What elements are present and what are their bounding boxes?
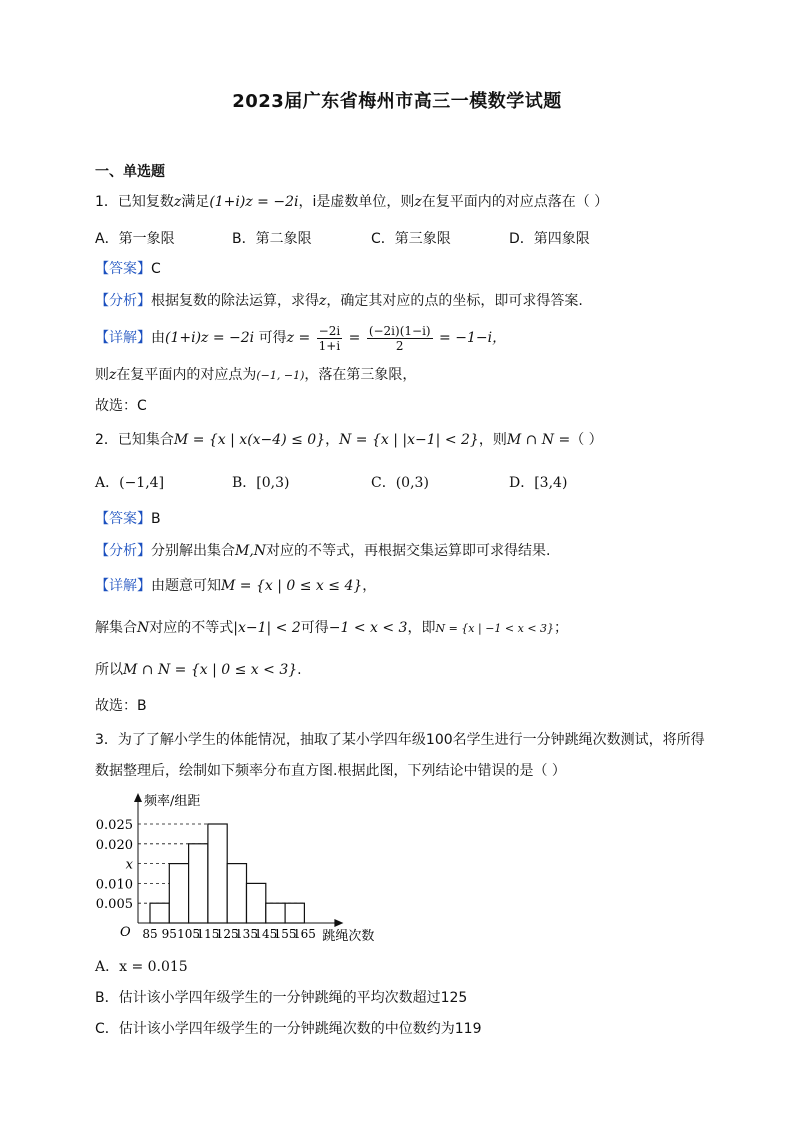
chart-y-label: 频率/组距 [144, 794, 201, 809]
detail-tag: 【详解】 [95, 578, 151, 594]
fraction-denominator: 2 [395, 338, 404, 353]
q2-stem-text: 2．已知集合 [95, 432, 174, 448]
q1-option-c: C．第三象限 [371, 231, 451, 247]
analysis-text: 对应的不等式，再根据交集运算即可求得结果. [266, 543, 551, 559]
q2-analysis [95, 541, 551, 561]
detail-text: 可得 [258, 330, 287, 346]
analysis-tag: 【分析】 [95, 293, 151, 309]
chart-origin-label: O [120, 925, 131, 940]
q1-equation: (1+i)z = −2i [165, 330, 255, 346]
q1-var-z: z [109, 367, 117, 383]
q1-z-equals: z = [286, 330, 311, 346]
chart-x-label: 跳绳次数 [322, 929, 375, 944]
q1-answer [95, 259, 161, 279]
q3-stem-line2: 数据整理后，绘制如下频率分布直方图.根据此图，下列结论中错误的是（ ） [95, 763, 566, 779]
q1-option-d: D．第四象限 [509, 231, 590, 247]
analysis-tag: 【分析】 [95, 543, 151, 559]
histogram-bar [227, 864, 246, 923]
q1-stem-text: ，i是虚数单位，则 [298, 194, 415, 210]
x-tick-label: 105 [177, 927, 201, 941]
y-tick-label: 0.020 [95, 837, 133, 853]
answer-tag: 【答案】 [95, 511, 151, 527]
histogram-bar [247, 883, 266, 923]
q3-option-c: C．估计该小学四年级学生的一分钟跳绳次数的中位数约为119 [95, 1021, 482, 1037]
q2-option-c: C．(0,3) [371, 475, 429, 491]
q2-set-m: M = {x | x(x−4) ≤ 0} [173, 432, 326, 448]
x-tick-label: 85 [142, 927, 158, 941]
y-axis-arrow [134, 793, 142, 802]
chart-y-ticks [96, 818, 134, 912]
x-axis-arrow [334, 919, 343, 927]
y-tick-label: x [125, 857, 133, 873]
q2-var-n: N [137, 620, 150, 636]
q2-sets-mn: M,N [235, 543, 267, 559]
y-tick-label: 0.025 [95, 818, 133, 833]
q2-option-a: A．(−1,4] [95, 475, 165, 491]
q2-option-d: D．[3,4) [509, 475, 568, 491]
equals-sign: = [348, 330, 361, 346]
chart-x-ticks [142, 927, 315, 941]
q2-intersection: M ∩ N = [506, 432, 571, 448]
q2-set-m-solved: M = {x | 0 ≤ x ≤ 4} [221, 578, 363, 594]
fraction-numerator: −2i [318, 323, 341, 338]
detail-text: ； [554, 620, 569, 636]
detail-text: 则 [95, 367, 109, 383]
q1-option-a: A．第一象限 [95, 231, 175, 247]
q2-inequality: |x−1| < 2 [233, 620, 301, 636]
q2-solve [95, 618, 568, 639]
q1-detail-line2 [95, 365, 416, 386]
fraction-denominator: 1+i [318, 338, 341, 353]
page-title: 2023届广东省梅州市高三一模数学试题 [232, 91, 562, 112]
q3-option-a: A．x = 0.015 [95, 959, 188, 975]
detail-text: 解集合 [95, 620, 137, 636]
y-tick-label: 0.005 [95, 897, 133, 913]
detail-text: . [297, 662, 302, 678]
q1-var-z: z [414, 194, 422, 210]
q1-stem [95, 192, 608, 212]
q1-result: = −1−i， [439, 330, 507, 346]
histogram-bar [189, 844, 208, 923]
x-tick-label: 95 [161, 927, 177, 941]
q1-stem-text: 1．已知复数 [95, 194, 174, 210]
fraction-1 [317, 324, 343, 353]
q2-set-n-solved: N = {x | −1 < x < 3} [435, 622, 555, 635]
x-tick-label: 115 [196, 927, 220, 941]
detail-tag: 【详解】 [95, 330, 151, 346]
detail-text: 由题意可知 [151, 578, 221, 594]
histogram-bar [266, 903, 285, 923]
q2-stem [95, 430, 603, 450]
q1-point: (−1, −1) [256, 369, 305, 382]
detail-text: ，落在第三象限， [304, 367, 417, 383]
q2-set-n: N = {x | |x−1| < 2} [339, 432, 479, 448]
histogram-bar [285, 903, 304, 923]
detail-text: 可得 [300, 620, 329, 636]
q1-analysis [95, 291, 583, 311]
q1-var-z: z [173, 194, 182, 210]
answer-value: B [151, 511, 161, 527]
detail-text: 由 [151, 330, 165, 346]
q1-stem-text: 满足 [181, 194, 210, 210]
histogram-bar [208, 824, 227, 923]
q1-final: 故选：C [95, 398, 147, 414]
chart-bars [150, 824, 304, 923]
q2-detail [95, 576, 376, 596]
q2-stem-text: （ ） [570, 432, 603, 448]
detail-text: 所以 [95, 662, 123, 678]
q1-detail [95, 322, 506, 354]
q1-option-b: B．第二象限 [232, 231, 312, 247]
q3-stem-line1: 3．为了了解小学生的体能情况，抽取了某小学四年级100名学生进行一分钟跳绳次数测试，将所得 [95, 732, 705, 748]
section-heading: 一、单选题 [95, 164, 165, 180]
detail-text: ， [362, 578, 377, 594]
q2-final: 故选：B [95, 698, 147, 714]
x-tick-label: 125 [215, 927, 239, 941]
detail-text: 对应的不等式 [149, 620, 234, 636]
histogram-bar [150, 903, 169, 923]
fraction-2 [367, 324, 433, 353]
x-tick-label: 155 [273, 927, 297, 941]
fraction-numerator: (−2i)(1−i) [368, 323, 431, 338]
answer-value: C [151, 261, 161, 277]
q2-range: −1 < x < 3 [328, 620, 408, 636]
q2-stem-text: ， [325, 432, 340, 448]
x-tick-label: 135 [235, 927, 258, 941]
q1-stem-text: 在复平面内的对应点落在（ ） [421, 194, 609, 210]
analysis-text: 分别解出集合 [151, 543, 235, 559]
analysis-text: ，确定其对应的点的坐标，即可求得答案. [326, 293, 583, 309]
q1-equation: (1+i)z = −2i [209, 194, 299, 210]
q2-stem-text: ，则 [478, 432, 507, 448]
analysis-text: 根据复数的除法运算，求得 [151, 293, 319, 309]
q2-option-b: B．[0,3) [232, 475, 290, 491]
detail-text: ，即 [407, 620, 436, 636]
x-tick-label: 145 [254, 927, 278, 941]
x-tick-label: 165 [292, 927, 316, 941]
frequency-histogram [90, 790, 430, 950]
histogram-bar [169, 864, 188, 923]
q2-intersection-result: M ∩ N = {x | 0 ≤ x < 3} [123, 662, 298, 678]
y-tick-label: 0.010 [95, 877, 133, 893]
q2-answer [95, 509, 161, 529]
q2-so [95, 660, 302, 680]
q1-var-z: z [319, 293, 327, 309]
answer-tag: 【答案】 [95, 261, 151, 277]
q3-option-b: B．估计该小学四年级学生的一分钟跳绳的平均次数超过125 [95, 990, 468, 1006]
detail-text: 在复平面内的对应点为 [116, 367, 257, 383]
